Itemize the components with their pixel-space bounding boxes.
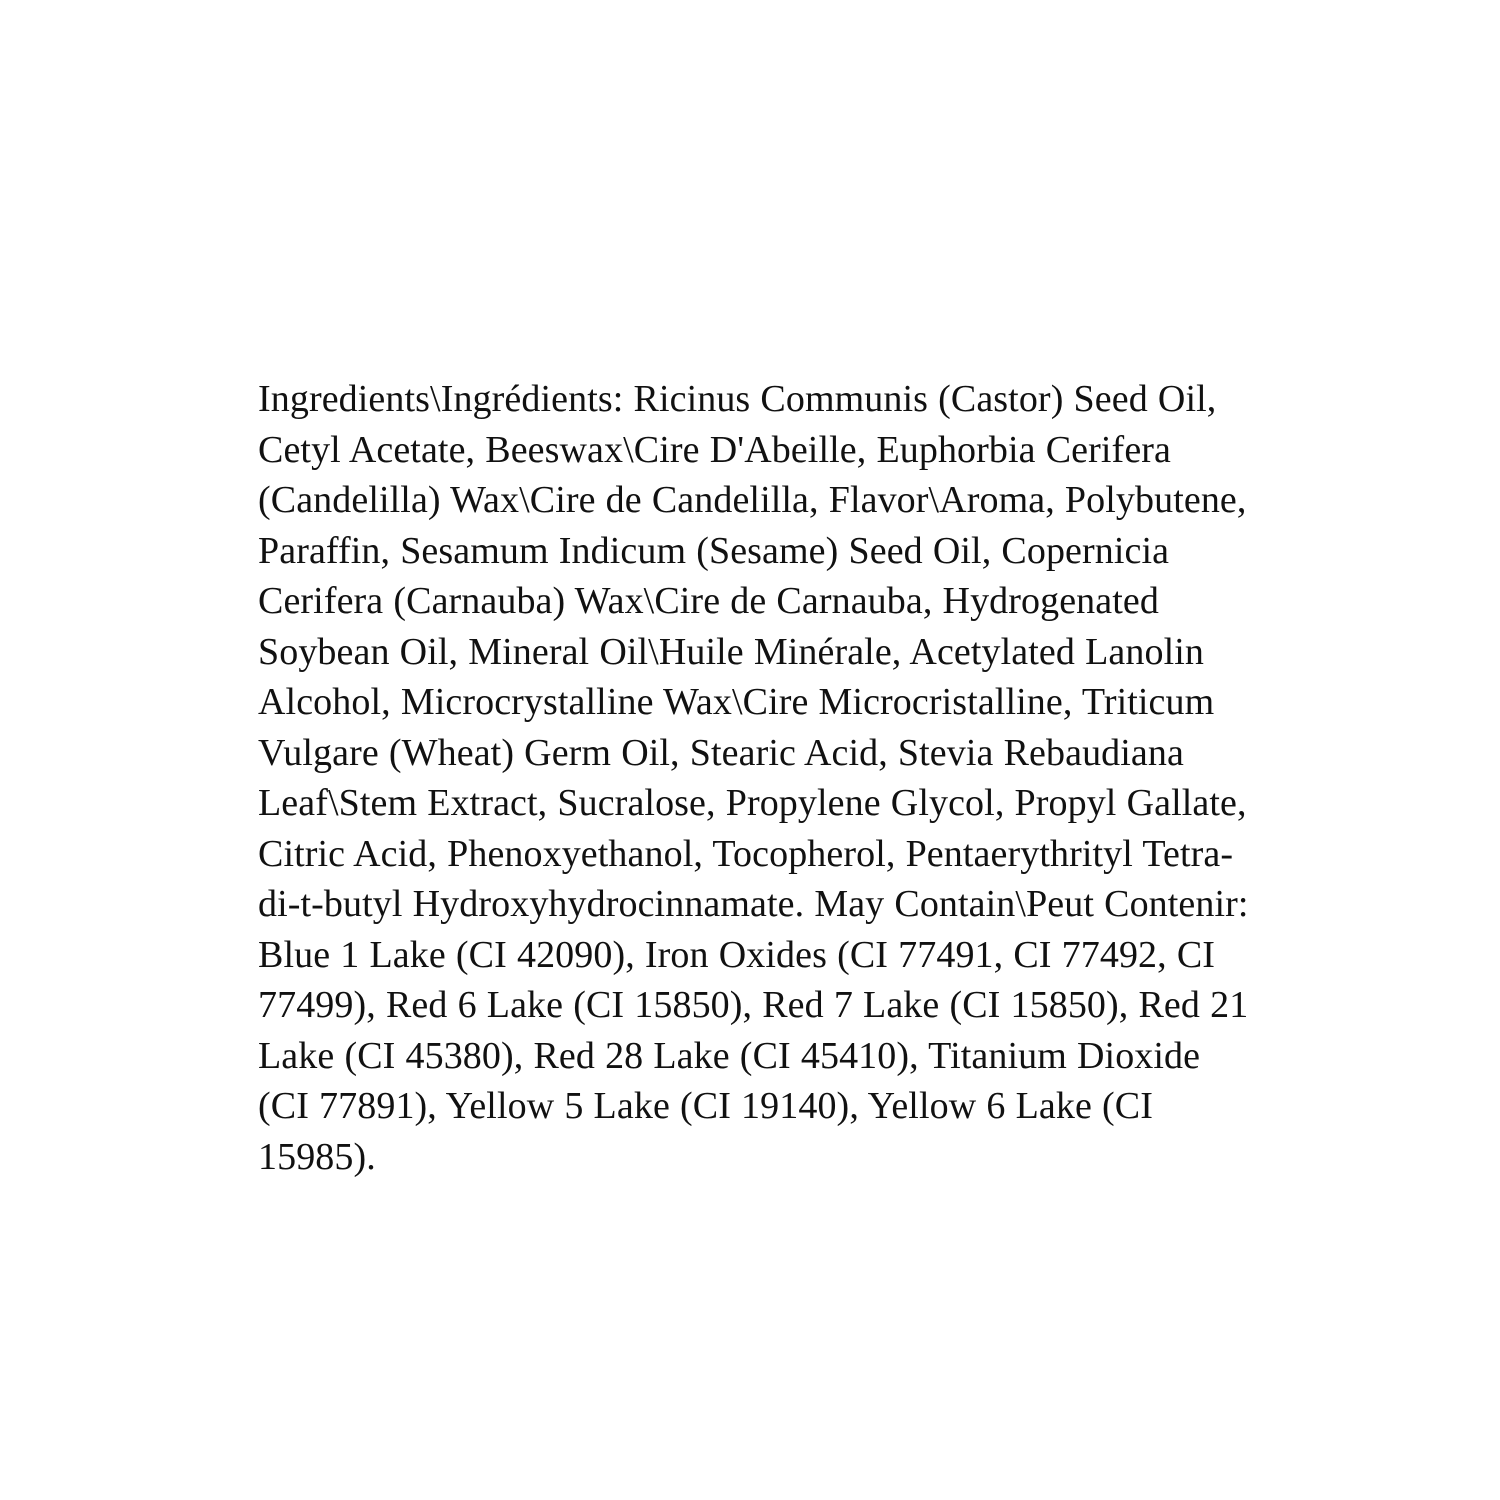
ingredients-block [258, 336, 1258, 1220]
ingredients-paragraph: Ingredients\Ingrédients: Ricinus Communis (Castor) Seed Oil, Cetyl Acetate, Beeswax\Cire D'Abeille, Euphorbia Cerifera (Candelilla) Wax\Cire de Candelilla, Flavor\Aroma, Polybutene, Paraffin, Sesamum Indicum (Sesame) Seed Oil, Copernicia Cerifera (Carnauba) Wax\Cire de Carnauba, Hydrogenated Soybean Oil, Mineral Oil\Huile Minérale, Acetylated Lanolin Alcohol, Microcrystalline Wax\Cire Microcristalline, Triticum Vulgare (Wheat) Germ Oil, Stearic Acid, Stevia Rebaudiana Leaf\Stem Extract, Sucralose, Propylene Glycol, Propyl Gallate, Citric Acid, Phenoxyethanol, Tocopherol, Pentaerythrityl Tetra-di-t-butyl Hydroxyhydrocinnamate. May Contain\Peut Contenir: Blue 1 Lake (CI 42090), Iron Oxides (CI 77491, CI 77492, CI 77499), Red 6 Lake (CI 15850), Red 7 Lake (CI 15850), Red 21 Lake (CI 45380), Red 28 Lake (CI 45410), Titanium Dioxide (CI 77891), Yellow 5 Lake (CI 19140), Yellow 6 Lake (CI 15985). [258, 378, 1259, 1178]
